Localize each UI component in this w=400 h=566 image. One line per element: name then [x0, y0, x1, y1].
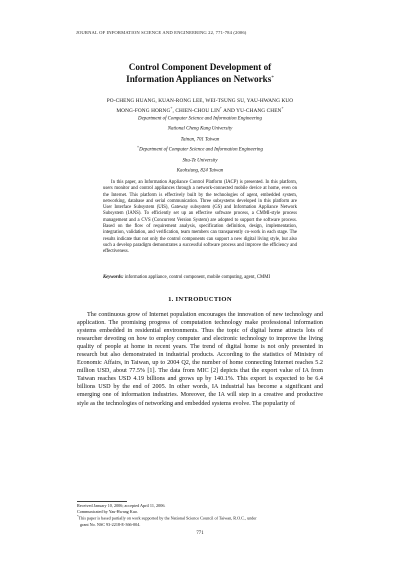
footnote-mark: *	[77, 514, 79, 519]
keywords-label: Keywords:	[103, 275, 124, 280]
footnote-support-text: This paper is based partially on work supported by the National Science Council of Taiwan, R.O.C., under	[78, 515, 257, 521]
affiliation-line	[60, 165, 340, 175]
footnote-communicated: Communicated by Yau-Hwang Kuo.	[77, 508, 139, 514]
authors-line-1: PO-CHENG HUANG, KUAN-RONG LEE, WEI-TSUNG SU, YAU-HWANG KUO	[106, 98, 294, 104]
affiliation-line	[60, 123, 340, 133]
affiliation-line	[60, 134, 340, 144]
title-line-2-text: Information Appliances on Networks	[126, 73, 272, 84]
affiliation-text: Department of Computer Science and Information Engineering	[139, 147, 263, 153]
title-footnote-mark: *	[271, 75, 274, 81]
affiliation-line	[60, 155, 340, 165]
affiliation-text: Tainan, 701 Taiwan	[180, 137, 220, 143]
affil-mark: +	[137, 145, 140, 150]
author-lin: , CHIEN-CHOU LIN	[172, 107, 220, 114]
footnote-support	[77, 514, 277, 521]
title-line-2	[60, 74, 340, 86]
author-chen: AND YU-CHANG CHEN	[222, 107, 282, 114]
affil-mark: +	[281, 106, 284, 110]
author-horng: MONG-FONG HORNG	[116, 107, 171, 114]
footnote-divider	[77, 501, 127, 502]
abstract: In this paper, an Information Appliance Control Platform (IACP) is presented. In this platform, users monitor and control appliances through a network-connected mobile device at home, even on the Internet. This platform is effectively built by the technologies of agent, embedded system, networking, database and serial communication. Three subsystems developed in this platform are User Interface Subsystem (UIS), Gateway subsystem (GS) and Information Appliance Network Subsystem (IANS). To efficiently set up an effective software process, a CMMI-style process management and a CVS (Concurrent Version System) are adopted to support the software process. Based on the flow of requirement analysis, specification definition, design, implementation, integration, validation, and verification, team members can transparently co-work in each stage. The results indicate that not only the control components can support a new digital living style, but also such a develop paradigm demonstrates a successful software process and improve the efficiency and effectiveness.	[103, 180, 297, 255]
affiliation-text: Shu-Te University	[182, 158, 218, 164]
page-number: 771	[196, 531, 204, 536]
affil-mark: +	[219, 106, 223, 110]
footnote-received: Received January 10, 2006; accepted April 11, 2006.	[77, 503, 166, 508]
affiliations	[60, 113, 340, 176]
affiliation-text: Kaohsiung, 824 Taiwan	[176, 168, 224, 174]
title-line-1: Control Component Development of	[128, 62, 272, 72]
footnotes	[77, 503, 277, 527]
paper-title	[60, 62, 340, 85]
section-heading-introduction: 1. INTRODUCTION	[168, 296, 232, 303]
footnote-grant: grant No. NSC 93-2218-E-366-004.	[80, 521, 141, 527]
introduction-paragraph: The continuous grow of Internet population encourages the innovation of new technology and application. The promising progress of computation technology make professional information systems embedded in residential environments. Thus the topic of digital home attracts lots of researcher devoting on how to employ computer and electronic technology to improve the living quality of people at home in recent years. The trend of digital home is not only presented in research but also demonstrated in industrial products. According to the statistics of Ministry of Economic Affairs, in Taiwan, up to 2004 Q2, the number of home connecting Internet reaches 5.2 million USD, about 77.5% [1]. The data from MIC [2] depicts that the export value of IA from Taiwan reaches USD 4.19 billions and grows up by 140.1%. This export is expected to be 6.4 billions USD by the end of 2005. In other words, IA industrial has become a significant and emerging one of information industries. Moreover, the IA will step in a creative and productive style as the technologies of networking and embedded systems evolve. The popularity of	[77, 312, 323, 407]
affiliation-line	[60, 144, 340, 154]
affiliation-text: Department of Computer Science and Information Engineering	[138, 116, 262, 122]
keywords-text: information appliance, control component, mobile computing, agent, CMMI	[123, 275, 271, 280]
affiliation-line	[60, 113, 340, 123]
affiliation-text: National Cheng Kung University	[167, 127, 233, 133]
running-head: JOURNAL OF INFORMATION SCIENCE AND ENGINEERING 22, 771-784 (2006)	[76, 30, 247, 35]
keywords	[103, 275, 303, 281]
affil-mark: +	[170, 106, 173, 110]
